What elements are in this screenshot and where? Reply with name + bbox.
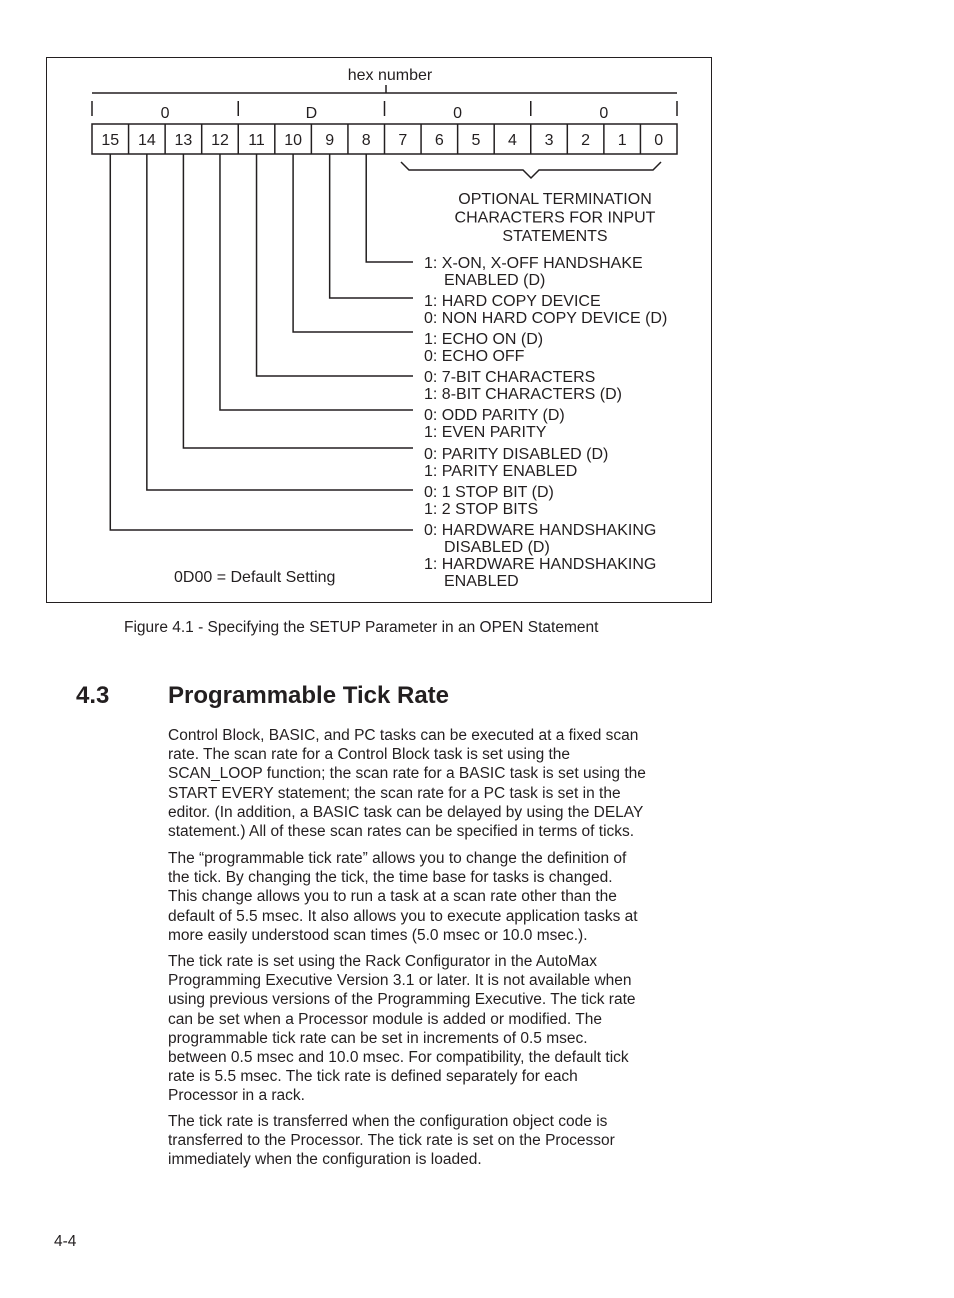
bit-description-line: 0: 7-BIT CHARACTERS (424, 369, 596, 386)
paragraph-line: rate is 5.5 msec. The tick rate is defined separately for each (168, 1068, 578, 1086)
bit-leader-line (147, 154, 413, 490)
bit-number-cell: 6 (434, 132, 444, 149)
paragraph-line: Programming Executive Version 3.1 or later. It is not available when (168, 972, 632, 990)
bit-description-line: 1: PARITY ENABLED (424, 463, 578, 480)
hex-digit: 0 (599, 105, 609, 122)
paragraph-line: between 0.5 msec and 10.0 msec. For compatibility, the default tick (168, 1049, 629, 1067)
paragraph-line: statement.) All of these scan rates can be specified in terms of ticks. (168, 823, 635, 841)
paragraph-1 (168, 726, 698, 841)
bit-leader-line (183, 154, 413, 448)
bit-description-line: 1: ECHO ON (D) (424, 331, 544, 348)
bit-description-line: DISABLED (D) (444, 539, 550, 556)
bit-number-cell: 4 (508, 132, 517, 149)
paragraph-line: The tick rate is transferred when the configuration object code is (168, 1113, 608, 1130)
paragraph-line: more easily understood scan times (5.0 msec or 10.0 msec.). (168, 926, 588, 944)
paragraph-line: Control Block, BASIC, and PC tasks can be executed at a fixed scan (168, 727, 639, 744)
bit-leader-line (293, 154, 413, 332)
bit-description-line: 1: 2 STOP BITS (424, 501, 539, 518)
paragraph-line: This change allows you to run a task at a scan rate other than the (168, 888, 617, 906)
bit-leader-line (366, 154, 413, 262)
optional-termination-text: CHARACTERS FOR INPUT (454, 209, 656, 227)
paragraph-3 (168, 952, 698, 1106)
paragraph-line: rate. The scan rate for a Control Block task is set using the (168, 746, 571, 764)
paragraph-line: Processor in a rack. (168, 1087, 305, 1105)
bit-number-cell: 1 (617, 132, 627, 149)
bit-number-cell: 8 (361, 132, 371, 149)
hex-digit: 0 (453, 105, 463, 122)
bit-number-cell: 13 (174, 132, 193, 149)
setup-parameter-figure (46, 57, 712, 603)
paragraph-line: The “programmable tick rate” allows you to change the definition of (168, 850, 627, 867)
bit-leader-line (330, 154, 413, 298)
paragraph-line: immediately when the configuration is loaded. (168, 1151, 482, 1169)
bit-description-line: ENABLED (D) (444, 272, 546, 289)
bit-number-cell: 3 (544, 132, 554, 149)
paragraph-line: can be set when a Processor module is added or modified. The (168, 1010, 602, 1028)
paragraph-line: using previous versions of the Programming Executive. The tick rate (168, 991, 636, 1009)
paragraph-4 (168, 1112, 698, 1170)
paragraph-line: START EVERY statement; the scan rate for a PC task is set in the (168, 784, 621, 802)
bit-number-cell: 14 (137, 132, 156, 149)
paragraph-line: The tick rate is set using the Rack Configurator in the AutoMax (168, 953, 598, 970)
paragraph-line: programmable tick rate can be set in increments of 0.5 msec. (168, 1029, 588, 1047)
page-number: 4-4 (54, 1233, 77, 1250)
section-number: 4.3 (76, 682, 110, 709)
bit-leader-line (220, 154, 413, 410)
paragraph-line: editor. (In addition, a BASIC task can be delayed by using the DELAY (168, 803, 644, 821)
bit-leader-line (257, 154, 413, 376)
bit-description-line: 0: 1 STOP BIT (D) (424, 484, 554, 501)
bit-field-diagram (47, 58, 713, 604)
section-title: Programmable Tick Rate (168, 682, 450, 709)
bit-description-line: 1: EVEN PARITY (424, 424, 547, 441)
optional-bits-brace (401, 162, 661, 178)
bit-description-line: 0: NON HARD COPY DEVICE (D) (424, 310, 668, 327)
optional-termination-text: OPTIONAL TERMINATION (458, 191, 652, 208)
bit-number-cell: 15 (101, 132, 120, 149)
hex-digit: 0 (160, 105, 170, 122)
default-setting-note: 0D00 = Default Setting (174, 569, 336, 586)
hex-number-label: hex number (347, 67, 433, 84)
bit-description-line: 0: PARITY DISABLED (D) (424, 446, 609, 463)
bit-number-cell: 2 (581, 132, 591, 149)
hex-digit: D (305, 105, 318, 122)
bit-leader-line (110, 154, 413, 530)
paragraph-line: SCAN_LOOP function; the scan rate for a BASIC task is set using the (168, 765, 646, 783)
bit-description-line: 0: ECHO OFF (424, 348, 525, 365)
bit-description-line: 0: HARDWARE HANDSHAKING (424, 522, 657, 539)
paragraph-line: default of 5.5 msec. It also allows you to execute application tasks at (168, 907, 638, 925)
paragraph-line: the tick. By changing the tick, the time base for tasks is changed. (168, 869, 613, 887)
bit-description-line: 1: X-ON, X-OFF HANDSHAKE (424, 255, 643, 272)
bit-number-cell: 11 (248, 132, 265, 149)
bit-description-line: 0: ODD PARITY (D) (424, 407, 565, 424)
paragraph-2 (168, 849, 698, 945)
bit-number-cell: 7 (398, 132, 408, 149)
bit-number-cell: 9 (325, 132, 335, 149)
bit-description-line: 1: HARD COPY DEVICE (424, 293, 601, 310)
bit-number-cell: 10 (284, 132, 302, 149)
bit-number-cell: 0 (654, 132, 664, 149)
bit-description-line: 1: 8-BIT CHARACTERS (D) (424, 386, 622, 403)
paragraph-line: transferred to the Processor. The tick rate is set on the Processor (168, 1132, 615, 1150)
optional-termination-text: STATEMENTS (502, 228, 608, 245)
bit-description-line: ENABLED (444, 573, 519, 590)
bit-number-cell: 5 (471, 132, 481, 149)
figure-caption: Figure 4.1 - Specifying the SETUP Parameter in an OPEN Statement (124, 619, 599, 636)
bit-description-line: 1: HARDWARE HANDSHAKING (424, 556, 657, 573)
bit-number-cell: 12 (211, 132, 229, 149)
